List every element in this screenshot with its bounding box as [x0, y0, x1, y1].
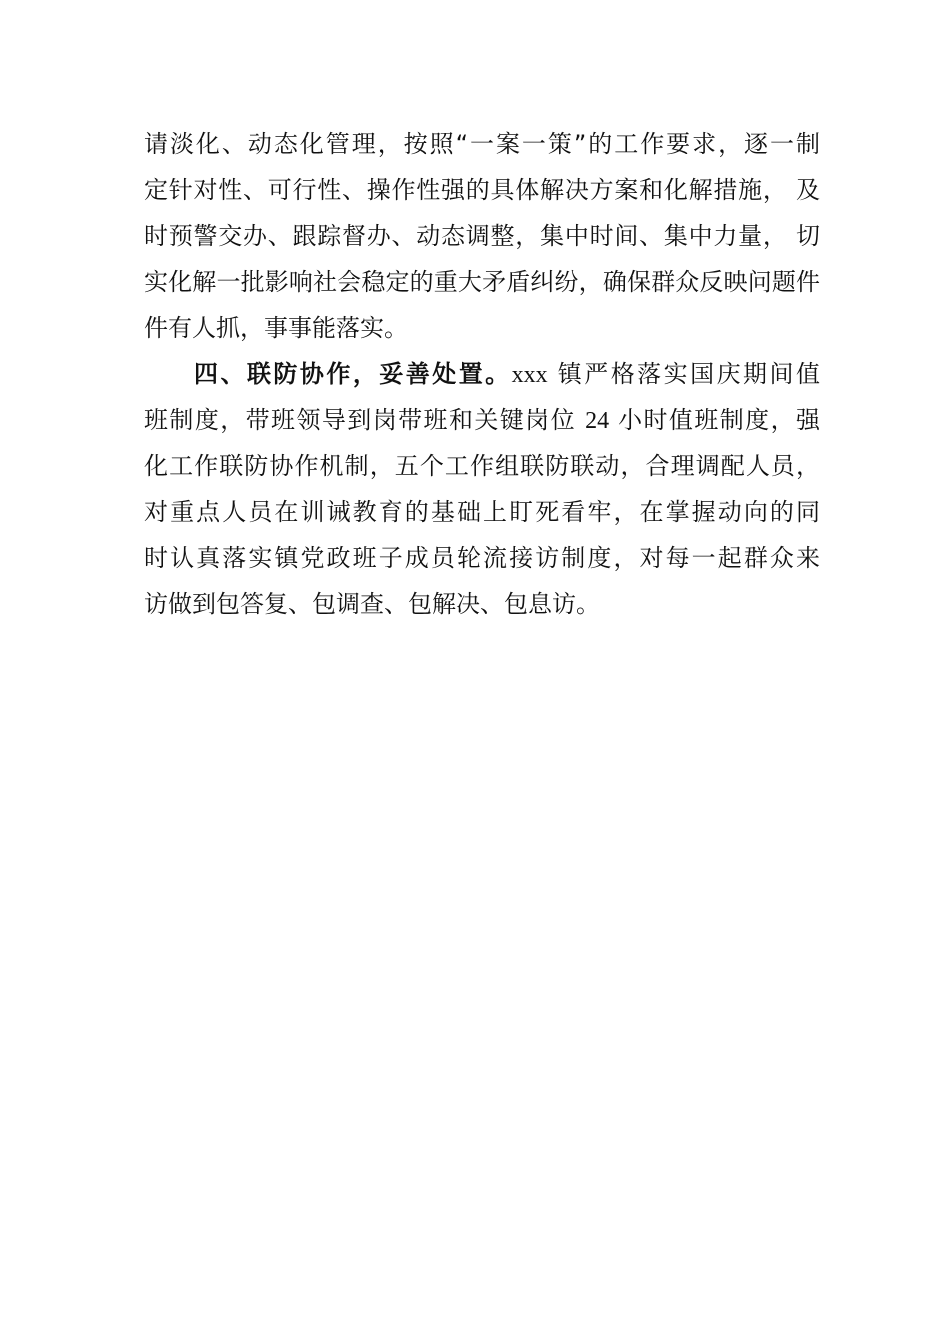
- text-line: 件有人抓，事事能落实。: [144, 314, 408, 342]
- text-span: 小时值班制度，强: [609, 406, 820, 434]
- document-body: [144, 121, 820, 627]
- text-line: [144, 397, 820, 443]
- text-line: 时认真落实镇党政班子成员轮流接访制度，对每一起群众来: [144, 544, 820, 572]
- text-line: 请淡化、动态化管理，按照“一案一策”的工作要求，逐一制: [144, 130, 820, 158]
- text-line: 实化解一批影响社会稳定的重大矛盾纠纷，确保群众反映问题件: [144, 268, 820, 296]
- text-span: 镇严格落实国庆期间值: [547, 360, 820, 388]
- text-line: 对重点人员在训诫教育的基础上盯死看牢，在掌握动向的同: [144, 498, 820, 526]
- paragraph-joint-defense: [144, 351, 820, 627]
- town-name-placeholder: xxx: [511, 362, 548, 388]
- text-span: 班制度，带班领导到岗带班和关键岗位: [144, 406, 586, 434]
- text-line: 定针对性、可行性、操作性强的具体解决方案和化解措施， 及: [144, 176, 820, 204]
- section-heading: 四、联防协作，妥善处置。: [194, 360, 512, 388]
- paragraph-management: [144, 121, 820, 351]
- text-line: [144, 351, 820, 397]
- text-line: 时预警交办、跟踪督办、动态调整，集中时间、集中力量， 切: [144, 222, 820, 250]
- text-line: 访做到包答复、包调查、包解决、包息访。: [144, 590, 600, 618]
- hours-number: 24: [585, 408, 610, 434]
- text-line: 化工作联防协作机制，五个工作组联防联动，合理调配人员，: [144, 452, 820, 480]
